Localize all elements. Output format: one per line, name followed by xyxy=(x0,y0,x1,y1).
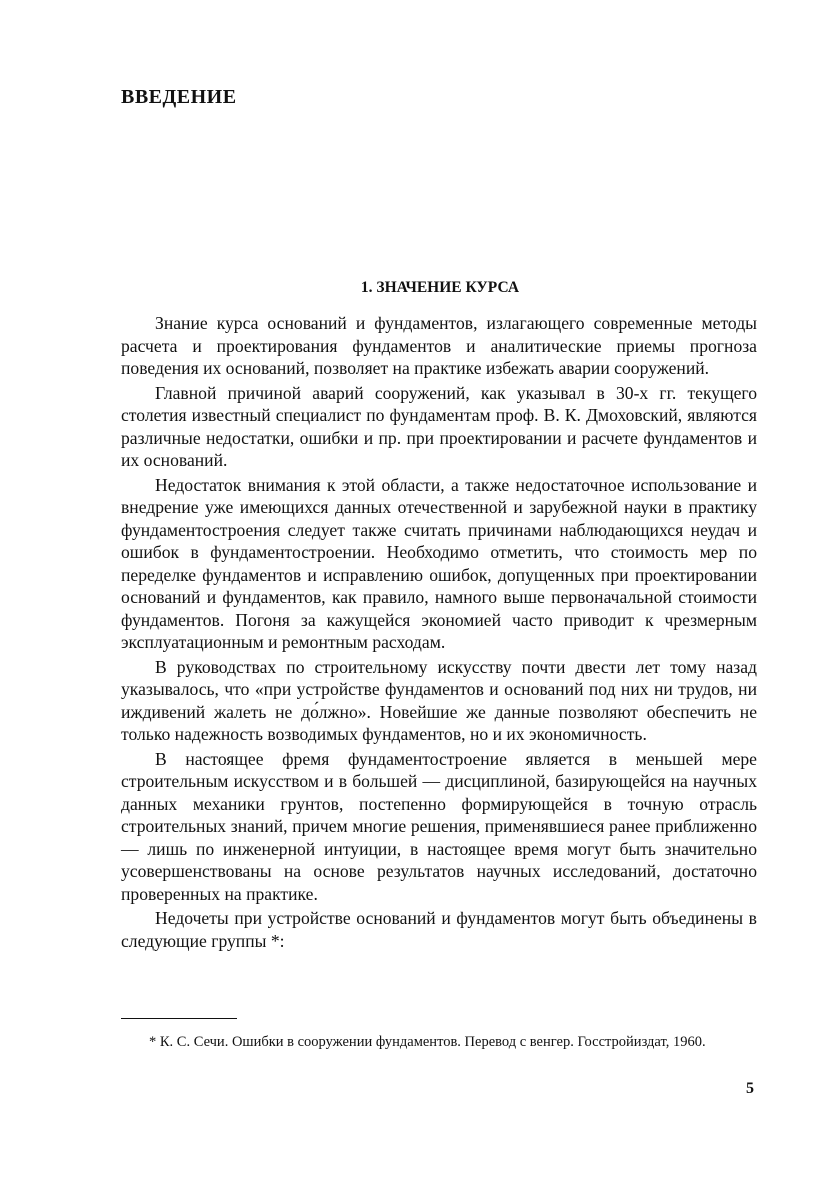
body-text xyxy=(121,312,757,954)
paragraph: Знание курса оснований и фундаментов, излагающего современные методы расчета и проектирования фундаментов и аналитические приемы прогноза поведения их оснований, позволяет на практике избежать аварии сооружений. xyxy=(121,313,757,378)
paragraph: Недочеты при устройстве оснований и фундаментов могут быть объединены в следующие группы *: xyxy=(121,908,757,951)
footnote: * К. С. Сечи. Ошибки в сооружении фундаментов. Перевод с венгер. Госстройиздат, 1960. xyxy=(149,1034,706,1050)
page-number: 5 xyxy=(746,1080,754,1097)
paragraph: В настоящее фремя фундаментостроение является в меньшей мере строительным искусством и в большей — дисциплиной, базирующейся на научных данных механики грунтов, постепенно формирующейся в точную отрасль строительных знаний, причем многие решения, применявшиеся ранее приближенно — лишь по инженерной интуиции, в настоящее время могут быть значительно усовершенствованы на основе результатов научных исследований, достаточно проверенных на практике. xyxy=(121,748,757,904)
paragraph: Недостаток внимания к этой области, а также недостаточное использование и внедрение уже имеющихся данных отечественной и зарубежной науки в практику фундаментостроения следует также считать причинами наблюдающихся неудач и ошибок в фундаментостроении. Необходимо отметить, что стоимость мер по переделке фундаментов и исправлению ошибок, допущенных при проектировании оснований и фундаментов, как правило, намного выше первоначальной стоимости фундаментов. Погоня за кажущейся экономией часто приводит к чрезмерным эксплуатационным и ремонтным расходам. xyxy=(121,474,757,652)
footnote-rule xyxy=(121,1018,237,1019)
chapter-title: ВВЕДЕНИЕ xyxy=(121,86,237,108)
paragraph: Главной причиной аварий сооружений, как указывал в 30-х гг. текущего столетия известный специалист по фундаментам проф. В. К. Дмоховский, являются различные недостатки, ошибки и пр. при проектировании и расчете фундаментов и их оснований. xyxy=(121,382,757,470)
section-title: 1. ЗНАЧЕНИЕ КУРСА xyxy=(360,279,520,296)
paragraph: В руководствах по строительному искусству почти двести лет тому назад указывалось, что «при устройстве фундаментов и оснований под них ни трудов, ни иждивений жалеть не до́лжно». Новейшие же данные позволяют обеспечить не только надежность возводимых фундаментов, но и их экономичность. xyxy=(121,656,757,744)
